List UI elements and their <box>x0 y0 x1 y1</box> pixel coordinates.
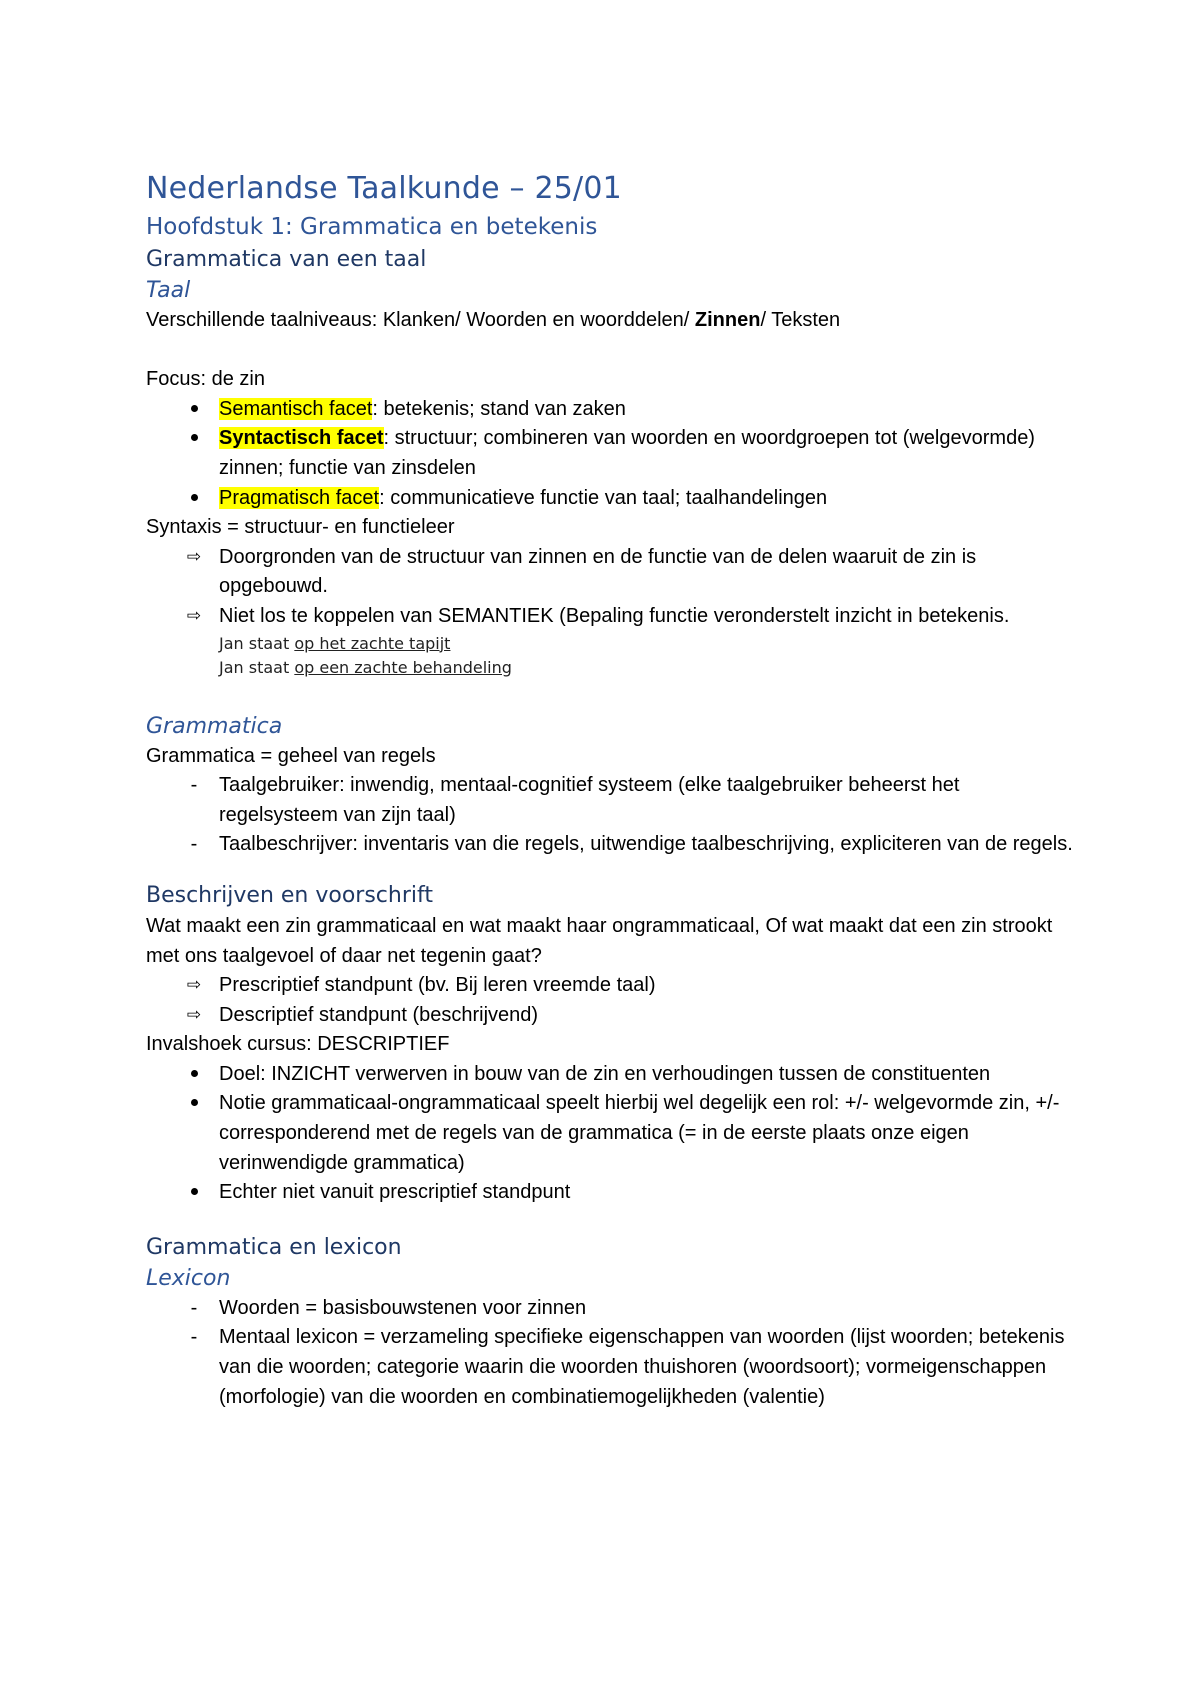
list-item-text: Woorden = basisbouwstenen voor zinnen <box>219 1296 587 1319</box>
example-prefix: Jan staat <box>219 633 295 653</box>
facet-description: : structuur; combineren van woorden en woordgroepen tot (welgevormde) zinnen; functie van zinsdelen <box>219 427 1035 479</box>
list-item <box>146 1001 1076 1031</box>
taalniveaus-prefix: Verschillende taalniveaus: Klanken/ Woorden en woorddelen/ <box>146 309 695 331</box>
focus-line: Focus: de zin <box>146 368 265 391</box>
dash-marker: - <box>190 1296 198 1319</box>
spacer <box>146 336 1076 366</box>
highlighted-term: Semantisch facet <box>219 397 373 420</box>
arrow-icon: ⇨ <box>186 546 202 567</box>
spacer <box>146 680 1076 712</box>
invalshoek-line: Invalshoek cursus: DESCRIPTIEF <box>146 1033 450 1056</box>
list-item-text: Prescriptief standpunt (bv. Bij leren vreemde taal) <box>219 974 656 997</box>
spacer <box>146 860 1076 880</box>
spacer <box>146 1208 1076 1232</box>
example-sentence <box>146 632 1076 656</box>
list-item-text: Echter niet vanuit prescriptief standpunt <box>219 1181 571 1204</box>
bullet-icon <box>182 1060 206 1090</box>
arrow-icon: ⇨ <box>186 975 202 996</box>
taalniveaus-suffix: / Teksten <box>760 309 841 331</box>
document-title: Nederlandse Taalkunde – 25/01 <box>146 171 622 206</box>
subheading-grammatica: Grammatica <box>146 713 283 739</box>
facet-description: : betekenis; stand van zaken <box>372 397 626 420</box>
list-item-text: Taalgebruiker: inwendig, mentaal-cognitief systeem (elke taalgebruiker beheerst het regelsysteem van zijn taal) <box>219 774 960 826</box>
list-item <box>146 1294 1076 1324</box>
facet-list <box>146 395 1076 513</box>
syntaxis-line: Syntaxis = structuur- en functieleer <box>146 516 455 539</box>
arrow-icon: ⇨ <box>186 605 202 626</box>
example-prefix: Jan staat <box>219 657 295 677</box>
taalniveaus-line <box>146 306 1076 336</box>
list-item-text: Mentaal lexicon = verzameling specifieke eigenschappen van woorden (lijst woorden; betekenis van die woorden; categorie waarin die woorden thuishoren (woordsoort); vormeigenschappen (morfologie) van die woorden en combinatiemogelijkheden (valentie) <box>219 1326 1065 1408</box>
list-item-text: Taalbeschrijver: inventaris van die regels, uitwendige taalbeschrijving, expliciteren van de regels. <box>219 833 1073 856</box>
grammatica-definition: Grammatica = geheel van regels <box>146 744 436 767</box>
subheading-lexicon: Lexicon <box>146 1265 231 1291</box>
bullet-icon <box>182 395 206 425</box>
section-heading-lexicon: Grammatica en lexicon <box>146 1234 402 1260</box>
list-item <box>146 971 1076 1001</box>
list-item <box>146 424 1076 483</box>
list-item <box>146 771 1076 830</box>
bullet-icon <box>182 424 206 454</box>
subheading-taal: Taal <box>146 278 191 303</box>
beschrijven-question: Wat maakt een zin grammaticaal en wat maakt haar ongrammaticaal, Of wat maakt dat een zin strookt met ons taalgevoel of daar net tegenin gaat? <box>146 914 1053 967</box>
dash-marker: - <box>190 774 198 797</box>
list-item <box>146 395 1076 425</box>
dash-marker: - <box>190 1326 198 1349</box>
grammatica-points <box>146 771 1076 860</box>
facet-description: : communicatieve functie van taal; taalhandelingen <box>379 486 828 509</box>
bullet-icon <box>182 1089 206 1119</box>
list-item-text: Descriptief standpunt (beschrijvend) <box>219 1003 539 1026</box>
section-heading-grammatica-van-een-taal: Grammatica van een taal <box>146 247 427 272</box>
example-underlined: op een zachte behandeling <box>294 657 512 677</box>
standpunt-list <box>146 971 1076 1030</box>
list-item-text: Doel: INZICHT verwerven in bouw van de zin en verhoudingen tussen de constituenten <box>219 1062 991 1085</box>
arrow-icon: ⇨ <box>186 1004 202 1025</box>
bullet-icon <box>182 484 206 514</box>
list-item <box>146 543 1076 602</box>
example-sentence <box>146 656 1076 680</box>
list-item <box>146 484 1076 514</box>
list-item <box>146 602 1076 632</box>
descriptief-bullets <box>146 1060 1076 1208</box>
bullet-icon <box>182 1178 206 1208</box>
list-item <box>146 1089 1076 1178</box>
syntaxis-points <box>146 543 1076 632</box>
list-item <box>146 1323 1076 1412</box>
list-item <box>146 1060 1076 1090</box>
lexicon-points <box>146 1294 1076 1412</box>
list-item-text: Notie grammaticaal-ongrammaticaal speelt hierbij wel degelijk een rol: +/- welgevormde zin, +/- corresponderend met de regels van de grammatica (= in de eerste plaats onze eigen verinwendigde grammatica) <box>219 1092 1060 1174</box>
highlighted-term: Pragmatisch facet <box>219 486 380 509</box>
list-item <box>146 1178 1076 1208</box>
taalniveaus-bold: Zinnen <box>694 309 761 331</box>
list-item-text: Niet los te koppelen van SEMANTIEK (Bepaling functie veronderstelt inzicht in betekenis. <box>219 604 1010 627</box>
chapter-heading: Hoofdstuk 1: Grammatica en betekenis <box>146 214 598 240</box>
list-item <box>146 830 1076 860</box>
document-content <box>146 168 1076 1412</box>
example-underlined: op het zachte tapijt <box>294 633 451 653</box>
highlighted-term: Syntactisch facet <box>219 427 384 450</box>
section-heading-beschrijven: Beschrijven en voorschrift <box>146 882 433 908</box>
list-item-text: Doorgronden van de structuur van zinnen en de functie van de delen waaruit de zin is opgebouwd. <box>219 545 977 598</box>
dash-marker: - <box>190 833 198 856</box>
